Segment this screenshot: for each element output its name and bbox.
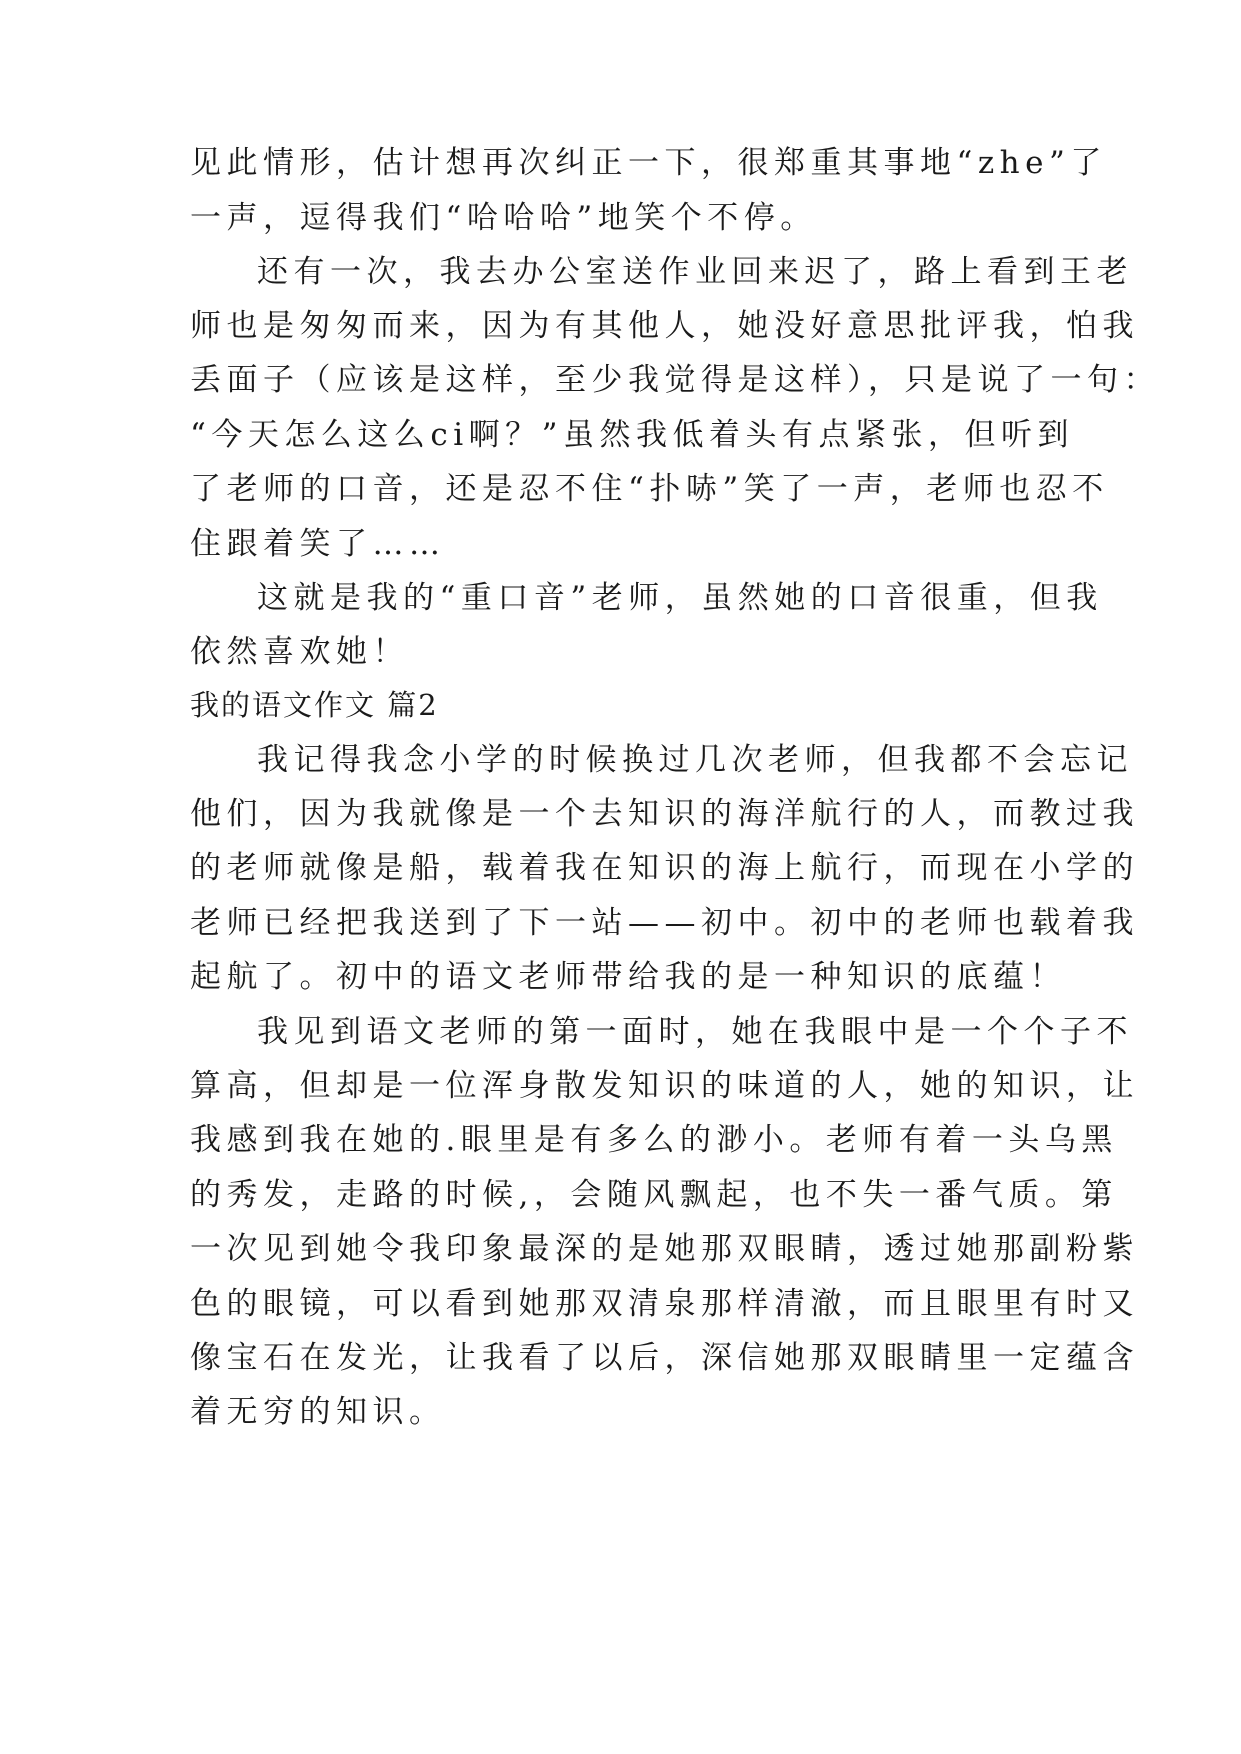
paragraph-line: 丢面子（应该是这样，至少我觉得是这样），只是说了一句： xyxy=(190,362,1160,398)
paragraph-line: 算高，但却是一位浑身散发知识的味道的人，她的知识，让 xyxy=(190,1068,1139,1104)
paragraph-line: 了老师的口音，还是忍不住“扑哧”笑了一声，老师也忍不 xyxy=(190,471,1109,507)
paragraph-line: 色的眼镜，可以看到她那双清泉那样清澈，而且眼里有时又 xyxy=(190,1286,1139,1322)
paragraph-line: 住跟着笑了…… xyxy=(190,526,446,562)
paragraph-line: 我见到语文老师的第一面时，她在我眼中是一个个子不 xyxy=(257,1014,1133,1050)
paragraph-line: 像宝石在发光，让我看了以后，深信她那双眼睛里一定蕴含 xyxy=(190,1340,1139,1376)
paragraph-line: 老师已经把我送到了下一站——初中。初中的老师也载着我 xyxy=(190,905,1139,941)
paragraph-line: 这就是我的“重口音”老师，虽然她的口音很重，但我 xyxy=(257,580,1103,616)
paragraph-line: 着无穷的知识。 xyxy=(190,1394,446,1430)
paragraph-line: 的老师就像是船，载着我在知识的海上航行，而现在小学的 xyxy=(190,850,1139,886)
paragraph-line: 起航了。初中的语文老师带给我的是一种知识的底蕴！ xyxy=(190,959,1066,995)
paragraph-line: 一声，逗得我们“哈哈哈”地笑个不停。 xyxy=(190,200,817,236)
paragraph-line: “今天怎么这么ci啊？”虽然我低着头有点紧张，但听到 xyxy=(190,417,1074,453)
paragraph-line: 一次见到她令我印象最深的是她那双眼睛，透过她那副粉紫 xyxy=(190,1231,1139,1267)
paragraph-line: 的秀发，走路的时候,，会随风飘起，也不失一番气质。第 xyxy=(190,1177,1118,1213)
paragraph-line: 我感到我在她的.眼里是有多么的渺小。老师有着一头乌黑 xyxy=(190,1122,1118,1158)
paragraph-line: 师也是匆匆而来，因为有其他人，她没好意思批评我，怕我 xyxy=(190,308,1139,344)
paragraph-line: 见此情形，估计想再次纠正一下，很郑重其事地“zhe”了 xyxy=(190,145,1107,181)
paragraph-line: 还有一次，我去办公室送作业回来迟了，路上看到王老 xyxy=(257,254,1133,290)
section-heading: 我的语文作文 篇2 xyxy=(190,688,439,722)
paragraph-line: 依然喜欢她！ xyxy=(190,634,409,670)
paragraph-line: 他们，因为我就像是一个去知识的海洋航行的人，而教过我 xyxy=(190,796,1139,832)
paragraph-line: 我记得我念小学的时候换过几次老师，但我都不会忘记 xyxy=(257,742,1133,778)
